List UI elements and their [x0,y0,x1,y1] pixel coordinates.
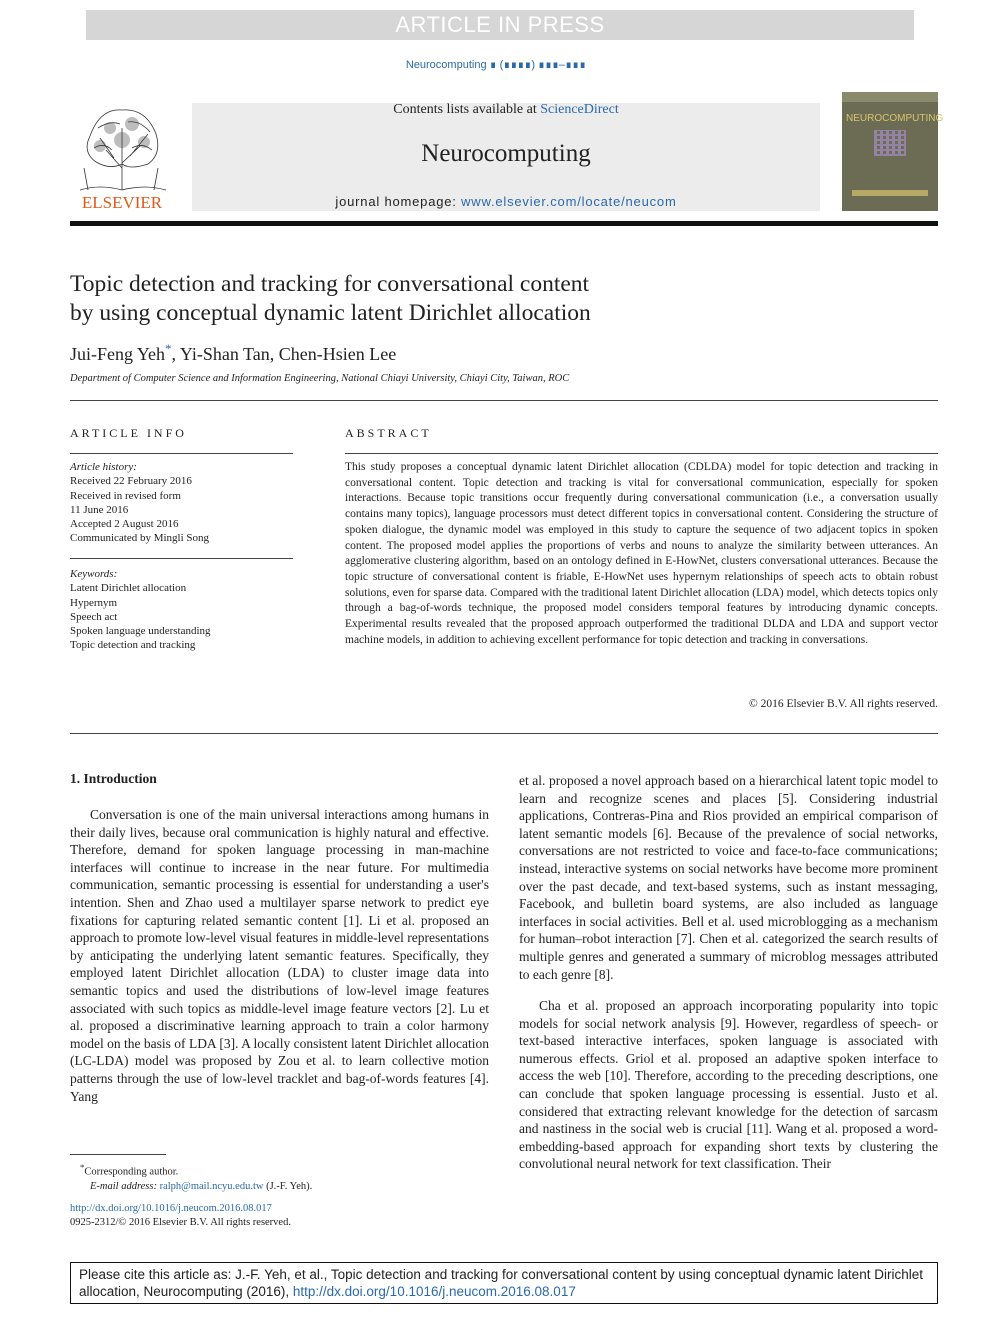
keyword: Topic detection and tracking [70,639,196,652]
homepage-prefix: journal homepage: [335,194,462,209]
sciencedirect-link[interactable]: ScienceDirect [540,102,619,117]
history-item: 11 June 2016 [70,503,129,516]
cover-bottom-strip [852,190,928,196]
introduction-right-column-continued: et al. proposed a novel approach based on a hierarchical latent topic model to learn and recognize scenes and places [5]. Considering industrial applications, Contreras-Pina and Rios provided an empirical comparison of latent semantic models [6]. Because of the prevalence of social networks, conversations are not restricted to voice and face-to-face communications; instead, interactive systems on social networks have become more prominent over the past decade, and text-based systems, such as instant messaging, Facebook, and bulletin board systems, are also included as language interfaces in social activities. Bell et al. used microblogging as a mechanism for human–robot interaction [7]. Chen et al. categorized the search results of multiple genres and generated a summary of microblog messages attributed to each genre [8]. [519,773,938,982]
article-title-line-2: by using conceptual dynamic latent Dirichlet allocation [70,300,591,326]
divider [345,453,938,454]
email-label: E-mail address: [90,1180,160,1192]
divider [70,558,293,559]
issn-copyright: 0925-2312/© 2016 Elsevier B.V. All rights reserved. [70,1217,291,1228]
doi-block [70,1202,489,1230]
cover-graphic [874,130,906,156]
citation-text: Please cite this article as: J.-F. Yeh, et al., Topic detection and tracking for conversational content by using conceptual dynamic latent Dirichlet allocation, Neurocomputing (2016), [79,1267,923,1299]
corresponding-author-note: Corresponding author. [84,1166,179,1178]
section-heading-introduction: 1. Introduction [70,771,157,786]
journal-homepage [192,194,820,209]
author-list [70,341,396,365]
citation-box [70,1262,938,1304]
history-label: Article history: [70,461,137,473]
abstract-heading: ABSTRACT [345,426,432,440]
affiliation: Department of Computer Science and Information Engineering, National Chiayi University, Chiayi City, Taiwan, ROC [70,373,570,384]
history-item: Received 22 February 2016 [70,475,192,488]
header-rule [70,221,938,226]
elsevier-tree-icon [70,98,174,212]
paragraph: Conversation is one of the main universal interactions among humans in their daily lives, because oral communication is highly natural and effective. Therefore, demand for spoken language processing in man-machine interfaces will continue to increase in the near future. For multimedia communication, semantic processing is essential for understanding a user's intention. Shen and Zhao used a multilayer sparse network to predict eye fixations for capturing related semantic content [1]. Li et al. proposed an approach to promote low-level visual features in middle-level representations by anticipating the underlying latent semantic features. Specifically, they employed latent Dirichlet allocation (LDA) to cluster image data into semantic topics and used the distributions of low-level image features associated with such topics as middle-level image feature vectors [2]. Lu et al. proposed a discriminative learning approach to train a color harmony model on the basis of LDA [3]. A locally consistent latent Dirichlet allocation (LC-LDA) model was proposed by Zou et al. to learn collective motion patterns through the use of low-level tracklet and bag-of-words features [4]. Yang [70,807,489,1104]
abstract-copyright: © 2016 Elsevier B.V. All rights reserved. [749,698,938,710]
article-title [70,270,770,328]
footnote [70,1160,489,1194]
article-info-heading: ARTICLE INFO [70,426,187,440]
corresponding-author-mark[interactable]: * [165,341,172,356]
keyword: Speech act [70,610,118,623]
history-item: Accepted 2 August 2016 [70,518,179,531]
divider [70,453,293,454]
homepage-link[interactable]: www.elsevier.com/locate/neucom [461,194,677,209]
article-history [70,460,293,546]
contents-prefix: Contents lists available at [393,102,541,117]
keyword: Spoken language understanding [70,625,211,638]
publisher-name: ELSEVIER [81,193,163,212]
footnote-rule [70,1154,166,1155]
keywords [70,567,293,653]
footnote-mark: * [80,1162,85,1172]
journal-reference[interactable]: Neurocomputing ∎ (∎∎∎∎) ∎∎∎–∎∎∎ [405,59,587,71]
doi-link[interactable]: http://dx.doi.org/10.1016/j.neucom.2016.08.017 [70,1203,272,1214]
keyword: Latent Dirichlet allocation [70,582,187,595]
abstract-text: This study proposes a conceptual dynamic latent Dirichlet allocation (CDLDA) model for topic detection and tracking in conversational content. Topic detection and tracking is vital for conversational communication, especially for spoken interactions. Because topic transitions occur frequently during conversational communication (i.e., a conversation usually contains many topics), language processors must detect different topics in conversational content. Considering the structure of spoken dialogue, the dynamic model was employed in this study to capture the sequence of two adjacent topics in spoken content. The proposed model applies the proportions of verbs and nouns to analyze the similarity between utterances. An agglomerative clustering algorithm, based on an ontology defined in E-HowNet, clusters conversational utterances. Because the topic structure of conversational content is friable, E-HowNet uses hypernym relationships of speech acts to obtain robust solutions, even for sparse data. Compared with the traditional latent Dirichlet allocation (LDA) model, which detects topics only through a bag-of-words technique, the proposed model considers temporal features by introducing dynamic concepts. Experimental results revealed that the proposed approach outperformed the traditional DLDA and LDA and support vector machine models, in addition to achieving excellent performance for topic detection and tracking in conversations. [345,461,938,646]
introduction-left-column [70,806,489,1105]
cover-top-bar [842,92,938,102]
history-item: Received in revised form [70,489,181,502]
divider [70,733,938,734]
journal-title: Neurocomputing [421,140,591,167]
contents-line [192,102,820,118]
paragraph: Cha et al. proposed an approach incorporating popularity into topic models for social network analysis [9]. However, regardless of speech- or text-based interactive interfaces, spoken language is associated with numerous effects. Griol et al. proposed an adaptive spoken interface to access the web [10]. Therefore, according to the preceding descriptions, one can conclude that spoken language processing is essential. Justo et al. considered that extracting relevant knowledge for the detection of sarcasm and nastiness in the social web is crucial [11]. Wang et al. proposed a word-embedding-based approach for expanding short texts by clustering the convolutional neural network for text classification. Their [519,998,938,1172]
article-in-press-banner: ARTICLE IN PRESS [86,10,914,40]
keywords-label: Keywords: [70,568,118,580]
elsevier-logo [70,98,174,212]
email-link[interactable]: ralph@mail.ncyu.edu.tw [159,1180,264,1192]
keyword: Hypernym [70,596,118,609]
cover-title: NEUROCOMPUTING [846,113,944,124]
divider [70,400,938,401]
email-suffix: (J.-F. Yeh). [263,1180,313,1192]
article-title-line-1: Topic detection and tracking for conversational content [70,271,590,297]
author-names-rest: , Yi-Shan Tan, Chen-Hsien Lee [171,344,397,364]
author-name: Jui-Feng Yeh [70,344,166,364]
citation-doi-link[interactable]: http://dx.doi.org/10.1016/j.neucom.2016.08.017 [292,1283,576,1299]
history-item: Communicated by Mingli Song [70,532,210,545]
